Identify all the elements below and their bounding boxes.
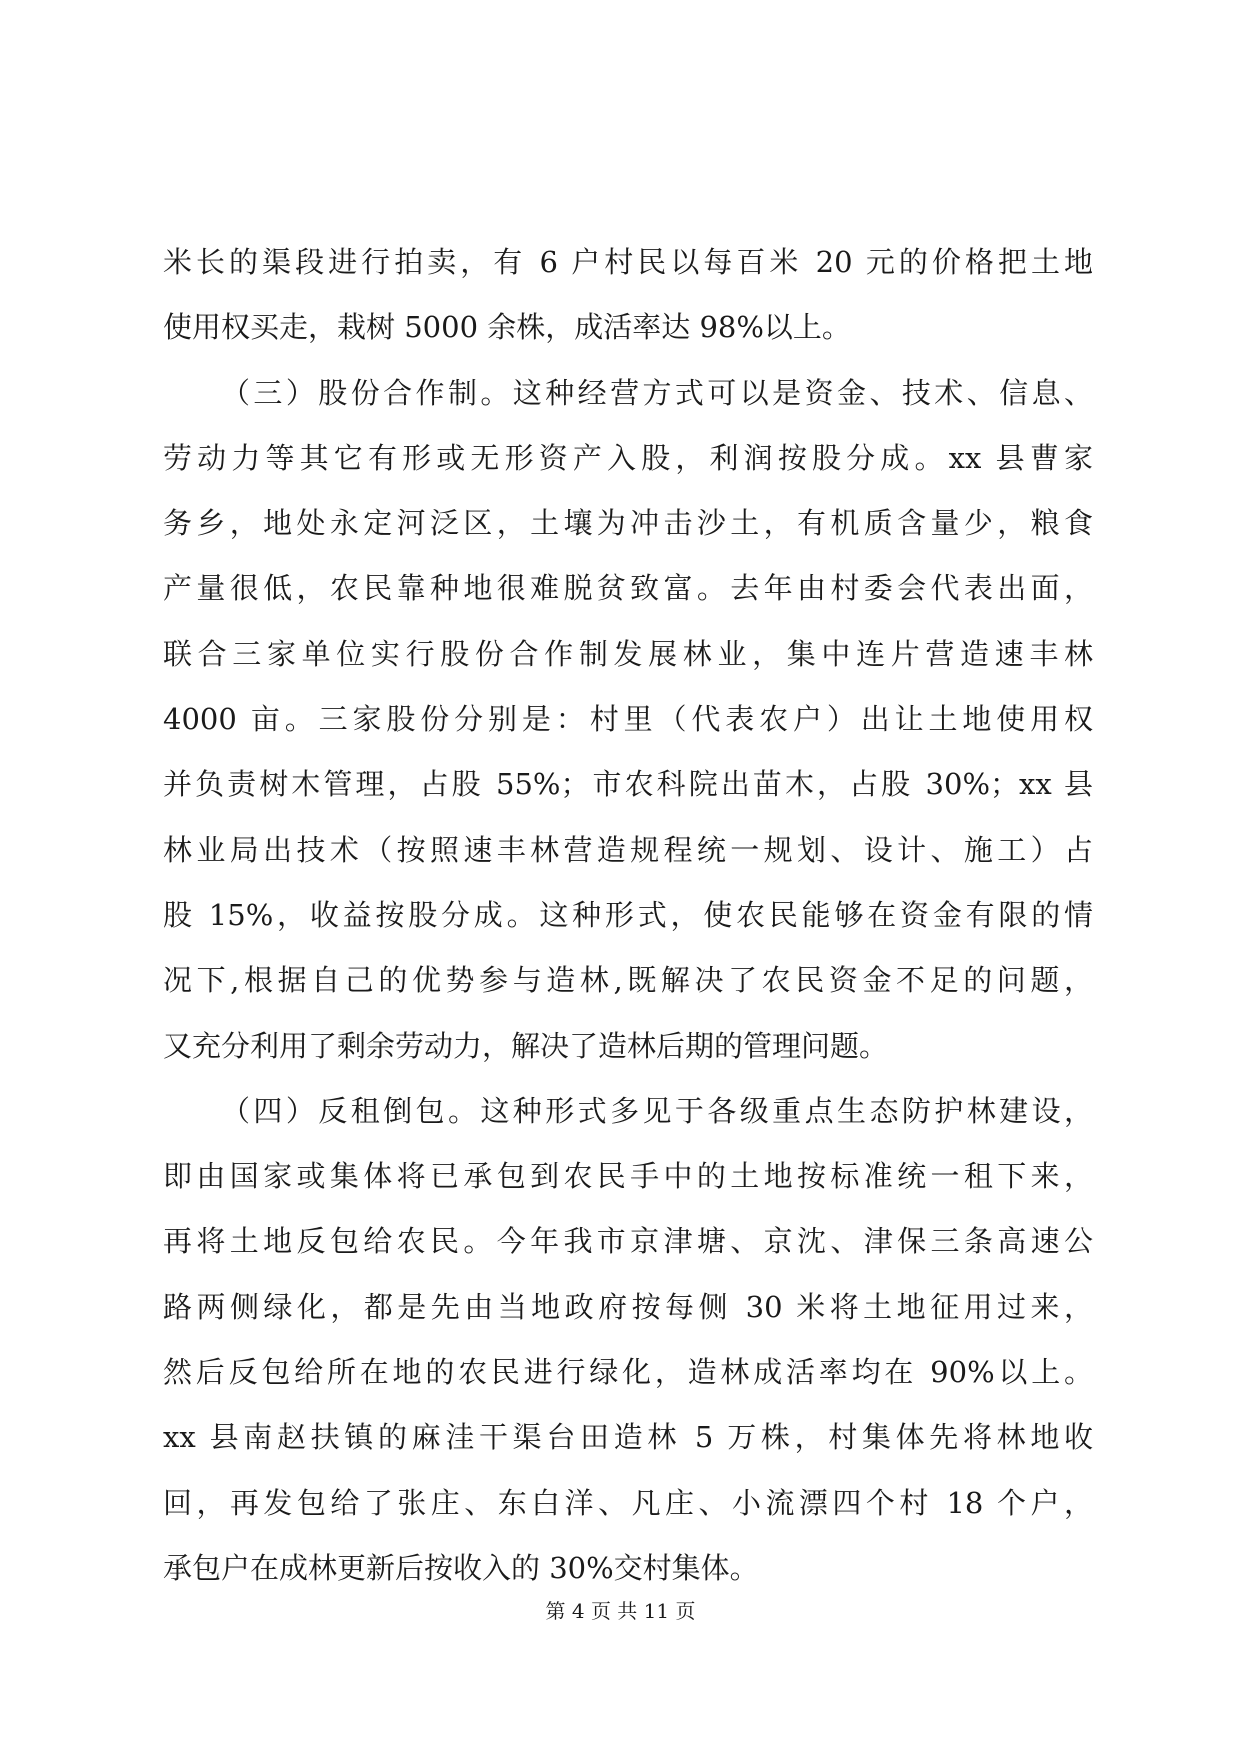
text-line: 承包户在成林更新后按收入的 30%交村集体。 bbox=[163, 1550, 759, 1585]
text-line: 使用权买走，栽树 5000 余株，成活率达 98%以上。 bbox=[163, 310, 851, 345]
text-line: 米长的渠段进行拍卖，有 6 户村民以每百米 20 元的价格把土地 bbox=[163, 245, 1093, 279]
text-line: 又充分利用了剩余劳动力，解决了造林后期的管理问题。 bbox=[163, 1028, 889, 1063]
text-line: 劳动力等其它有形或无形资产入股，利润按股分成。xx 县曹家 bbox=[163, 440, 1093, 475]
text-line: 再将土地反包给农民。今年我市京津塘、京沈、津保三条高速公 bbox=[163, 1224, 1093, 1259]
text-line: 股 15%，收益按股分成。这种形式，使农民能够在资金有限的情 bbox=[163, 897, 1093, 932]
section-heading-line: （三）股份合作制。这种经营方式可以是资金、技术、信息、 bbox=[221, 375, 1093, 410]
text-line: 即由国家或集体将已承包到农民手中的土地按标准统一租下来， bbox=[163, 1159, 1093, 1194]
text-line: 林业局出技术（按照速丰林营造规程统一规划、设计、施工）占 bbox=[163, 832, 1093, 867]
section-heading-line: （四）反租倒包。这种形式多见于各级重点生态防护林建设， bbox=[221, 1093, 1093, 1128]
text-line: 联合三家单位实行股份合作制发展林业，集中连片营造速丰林 bbox=[163, 636, 1093, 671]
body-text bbox=[163, 230, 1093, 1601]
page-number-footer: 第 4 页 共 11 页 bbox=[545, 1599, 696, 1623]
text-line: 路两侧绿化，都是先由当地政府按每侧 30 米将土地征用过来， bbox=[163, 1289, 1093, 1324]
text-line: 回，再发包给了张庄、东白洋、凡庄、小流漂四个村 18 个户， bbox=[163, 1485, 1093, 1520]
text-line: 4000 亩。三家股份分别是：村里（代表农户）出让土地使用权 bbox=[163, 702, 1093, 737]
text-line: 然后反包给所在地的农民进行绿化，造林成活率均在 90%以上。 bbox=[163, 1355, 1093, 1390]
text-line: xx 县南赵扶镇的麻洼干渠台田造林 5 万株，村集体先将林地收 bbox=[163, 1420, 1093, 1455]
text-line: 产量很低，农民靠种地很难脱贫致富。去年由村委会代表出面， bbox=[163, 571, 1093, 606]
text-line: 况下,根据自己的优势参与造林,既解决了农民资金不足的问题， bbox=[163, 963, 1093, 998]
text-line: 务乡，地处永定河泛区，土壤为冲击沙土，有机质含量少，粮食 bbox=[163, 506, 1093, 541]
text-line: 并负责树木管理，占股 55%；市农科院出苗木，占股 30%；xx 县 bbox=[163, 767, 1093, 802]
